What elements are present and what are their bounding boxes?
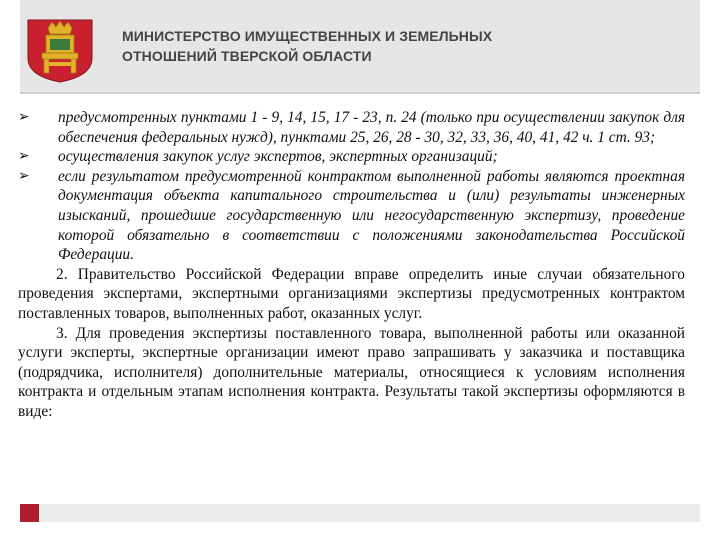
bullet-text: если результатом предусмотренной контрактом выполненной работы являются проектная документация объекта капитального строительства и (или) результаты инженерных изысканий, прошедшие государственную или негосударственную экспертизу, проведение которой обязательно в соответствии с положениями законодательства Российской Федерации. bbox=[58, 167, 685, 264]
footer-accent bbox=[20, 504, 39, 522]
arrow-bullet-icon: ➢ bbox=[18, 109, 30, 125]
footer-band bbox=[20, 504, 700, 522]
list-item bbox=[18, 108, 685, 147]
header-divider bbox=[20, 92, 700, 94]
list-item bbox=[18, 167, 685, 265]
bullet-list bbox=[18, 108, 685, 265]
paragraph: 2. Правительство Российской Федерации вправе определить иные случаи обязательного проведения экспертами, экспертными организациями экспертизы предусмотренных контрактом поставленных товаров, выполненных работ, оказанных услуг. bbox=[18, 265, 685, 322]
paragraph: 3. Для проведения экспертизы поставленного товара, выполненной работы или оказанной услуги эксперты, экспертные организации имеют право запрашивать у заказчика и поставщика (подрядчика, исполнителя) дополнительные материалы, относящиеся к условиям исполнения контракта и отдельным этапам исполнения контракта. Результаты такой экспертизы оформляются в виде: bbox=[18, 324, 685, 420]
bullet-text: осуществления закупок услуг экспертов, экспертных организаций; bbox=[58, 148, 498, 166]
title-line-1: МИНИСТЕРСТВО ИМУЩЕСТВЕННЫХ И ЗЕМЕЛЬНЫХ bbox=[122, 28, 493, 44]
arrow-bullet-icon: ➢ bbox=[18, 167, 30, 184]
document-body bbox=[18, 108, 685, 422]
coat-of-arms-icon bbox=[22, 18, 98, 84]
bullet-text: предусмотренных пунктами 1 - 9, 14, 15, 17 - 23, п. 24 (только при осуществлении закупок для обеспечения федеральных нужд), пунктами 25, 26, 28 - 30, 32, 33, 36, 40, 41, 42 ч. 1 ст. 93; bbox=[58, 109, 685, 146]
list-item bbox=[18, 147, 685, 167]
title-line-2: ОТНОШЕНИЙ ТВЕРСКОЙ ОБЛАСТИ bbox=[122, 48, 372, 64]
arrow-bullet-icon: ➢ bbox=[18, 148, 30, 165]
page-title bbox=[122, 26, 492, 66]
